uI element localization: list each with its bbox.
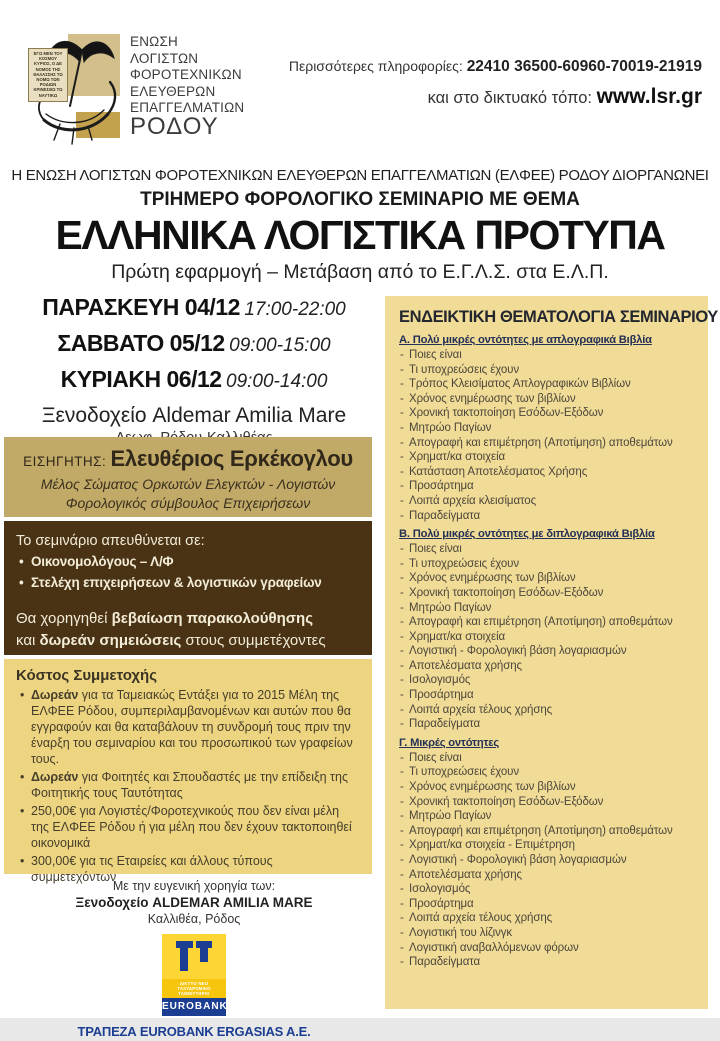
topic-item: - Χρόνος ενημέρωσης των βιβλίων <box>399 392 698 407</box>
topic-section <box>399 528 698 732</box>
topic-item: - Ποιες είναι <box>399 348 698 363</box>
organizer-line: Η ΕΝΩΣΗ ΛΟΓΙΣΤΩΝ ΦΟΡΟΤΕΧΝΙΚΩΝ ΕΛΕΥΘΕΡΩΝ ΕΠΑΓΓΕΛΜΑΤΙΩΝ (ΕΛΦΕΕ) ΡΟΔΟΥ ΔΙΟΡΓΑΝΩΝΕΙ <box>11 167 709 184</box>
certificate-note: Θα χορηγηθεί βεβαίωση παρακολούθησης και δωρεάν σημειώσεις στους συμμετέχοντες <box>16 610 326 649</box>
topic-item: - Αποτελέσματα χρήσης <box>399 868 698 883</box>
schedule-row <box>16 363 372 399</box>
topic-item: - Λοιπά αρχεία τέλους χρήσης <box>399 703 698 718</box>
topic-item: - Μητρώο Παγίων <box>399 421 698 436</box>
topic-item: - Ισολογισμός <box>399 673 698 688</box>
speaker-name: Ελευθέριος Ερκέκογλου <box>110 446 353 471</box>
topic-item: - Χρόνος ενημέρωσης των βιβλίων <box>399 780 698 795</box>
cost-item: • Δωρεάν για τα Ταμειακώς Εντάξει για το 2015 Μέλη της ΕΛΦΕΕ Ρόδου, συμπεριλαμβανομένων και αυτών που θα εγγραφούν και θα καταβάλουν τη συνδρομή τους πριν την έναρξη του σεμιναρίου και του προσωπικού των γραφείων τους. <box>16 687 360 767</box>
topics-panel <box>385 296 718 1009</box>
org-name-line: ΦΟΡΟΤΕΧΝΙΚΩΝ <box>130 67 242 82</box>
eurobank-logo <box>77 934 310 1039</box>
audience-intro: Το σεμινάριο απευθύνεται σε: <box>16 533 205 549</box>
topic-item: - Μητρώο Παγίων <box>399 601 698 616</box>
schedule-row <box>16 327 372 363</box>
logo-motto: ΕΓΩ ΜΕΝ ΤΟΥ ΚΟΣΜΟΥ ΚΥΡΙΟΣ, Ο ΔΕ ΝΟΜΟΣ ΤΗΣ ΘΑΛΑΣΣΗΣ ΤΩ ΝΟΜΩ ΤΩΝ ΡΟΔΙΩΝ ΚΡΙΝΕΣΘΩ ΤΩ ΝΑΥΤΙΚΩ <box>28 48 68 102</box>
topic-item: - Παραδείγματα <box>399 509 698 524</box>
topic-item: - Κατάσταση Αποτελέσματος Χρήσης <box>399 465 698 480</box>
seminar-title: ΕΛΛΗΝΙΚΑ ΛΟΓΙΣΤΙΚΑ ΠΡΟΤΥΠΑ <box>55 212 665 258</box>
cost-item: • Δωρεάν για Φοιτητές και Σπουδαστές με την επίδειξη της Φοιτητικής τους Ταυτότητας <box>16 769 360 801</box>
org-name-line: ΕΝΩΣΗ <box>130 34 178 49</box>
topic-item: - Χρηματ/κα στοιχεία <box>399 630 698 645</box>
topic-item: - Απογραφή και επιμέτρηση (Αποτίμηση) αποθεμάτων <box>399 615 698 630</box>
cost-item: • 250,00€ για Λογιστές/Φοροτεχνικούς που δεν είναι μέλη της ΕΛΦΕΕ Ρόδου ή για μέλη που δεν έχουν τακτοποιηθεί οικονομικά <box>16 803 360 851</box>
venue-name: Ξενοδοχείο Aldemar Amilia Mare <box>41 404 347 427</box>
org-name-line: ΕΛΕΥΘΕΡΩΝ <box>130 83 216 99</box>
topic-item: - Λογιστική - Φορολογική βάση λογαριασμών <box>399 853 698 868</box>
topic-item: - Προσάρτημα <box>399 897 698 912</box>
bank-caption: ΤΡΑΠΕΖΑ EUROBANK ERGASIAS A.E. <box>77 1024 311 1039</box>
schedule-row <box>16 291 372 327</box>
audience-item: • Οικονομολόγους – Λ/Φ <box>16 551 360 572</box>
seminar-subtitle: Πρώτη εφαρμογή – Μετάβαση από το Ε.Γ.Λ.Σ. στα Ε.Λ.Π. <box>111 261 609 283</box>
speaker-credential: Φορολογικός σύμβουλος Επιχειρήσεων <box>65 494 311 511</box>
topic-item: - Προσάρτημα <box>399 688 698 703</box>
org-name-line: ΕΠΑΓΓΕΛΜΑΤΙΩΝ <box>130 100 245 115</box>
topic-section-header: Β. Πολύ μικρές οντότητες με διπλογραφικά Βιβλία <box>399 528 655 541</box>
topic-item: - Λογιστική του λίζινγκ <box>399 926 698 941</box>
speaker-box <box>4 437 372 517</box>
topic-item: - Χρονική τακτοποίηση Εσόδων-Εξόδων <box>399 795 698 810</box>
topic-item: - Προσάρτημα <box>399 479 698 494</box>
topic-item: - Τρόπος Κλεισίματος Απλογραφικών Βιβλίων <box>399 377 698 392</box>
org-name <box>130 34 245 140</box>
audience-box <box>4 521 372 655</box>
topic-item: - Ποιες είναι <box>399 542 698 557</box>
org-city: ΡΟΔΟΥ <box>130 112 219 140</box>
topic-item: - Μητρώο Παγίων <box>399 809 698 824</box>
web-label: και στο δικτυακό τόπο: <box>427 89 597 107</box>
schedule <box>16 291 372 446</box>
topic-item: - Απογραφή και επιμέτρηση (Αποτίμηση) αποθεμάτων <box>399 824 698 839</box>
cost-item: • 300,00€ για τις Εταιρείες και άλλους τύπους συμμετεχόντων <box>16 853 360 885</box>
topic-item: - Αποτελέσματα χρήσης <box>399 659 698 674</box>
schedule-day: ΣΑΒΒΑΤΟ 05/12 <box>57 330 225 356</box>
phone-numbers: 22410 36500-60960-70019-21919 <box>466 58 702 75</box>
bank-network-text: ΔΙΚΤΥΟ ΝΕΟ ΤΑΧΥΔΡΟΜΙΚΟ ΤΑΜΙΕΥΤΗΡΙΟ <box>162 979 226 998</box>
org-name-line: ΛΟΓΙΣΤΩΝ <box>130 50 199 66</box>
topic-section <box>399 737 698 970</box>
seminar-type-line: ΤΡΙΗΜΕΡΟ ΦΟΡΟΛΟΓΙΚΟ ΣΕΜΙΝΑΡΙΟ ΜΕ ΘΕΜΑ <box>140 189 580 210</box>
topic-item: - Χρονική τακτοποίηση Εσόδων-Εξόδων <box>399 406 698 421</box>
schedule-day: ΚΥΡΙΑΚΗ 06/12 <box>60 366 222 392</box>
topic-item: - Χρηματ/κα στοιχεία - Επιμέτρηση <box>399 838 698 853</box>
sponsors-intro: Με την ευγενική χορηγία των: <box>112 879 276 893</box>
topic-item: - Απογραφή και επιμέτρηση (Αποτίμηση) αποθεμάτων <box>399 436 698 451</box>
cost-box <box>4 659 372 884</box>
tt-glyph-icon <box>162 934 226 979</box>
website-url: www.lsr.gr <box>596 85 702 108</box>
info-line <box>289 58 702 76</box>
topic-item: - Χρηματ/κα στοιχεία <box>399 450 698 465</box>
topic-item: - Λογιστική αναβαλλόμενων φόρων <box>399 941 698 956</box>
topic-item: - Λογιστική - Φορολογική βάση λογαριασμών <box>399 644 698 659</box>
speaker-credential: Μέλος Σώματος Ορκωτών Ελεγκτών - Λογιστών <box>40 476 336 492</box>
info-label: Περισσότερες πληροφορίες: <box>288 58 467 74</box>
contact-info <box>289 58 702 109</box>
topic-section-header: Γ. Μικρές οντότητες <box>399 736 499 749</box>
schedule-day: ΠΑΡΑΣΚΕΥΗ 04/12 <box>42 294 240 320</box>
audience-item: • Στελέχη επιχειρήσεων & λογιστικών γραφείων <box>16 572 360 593</box>
sponsor-hotel-name: Ξενοδοχείο ALDEMAR AMILIA MARE <box>75 895 313 910</box>
topic-item: - Χρονική τακτοποίηση Εσόδων-Εξόδων <box>399 586 698 601</box>
topic-section <box>399 334 698 523</box>
topic-item: - Χρόνος ενημέρωσης των βιβλίων <box>399 571 698 586</box>
sponsor-hotel-location: Καλλιθέα, Ρόδος <box>147 912 241 926</box>
sponsors <box>16 878 372 1041</box>
topic-item: - Λοιπά αρχεία τέλους χρήσης <box>399 911 698 926</box>
org-logo <box>28 26 120 154</box>
topic-item: - Λοιπά αρχεία κλεισίματος <box>399 494 698 509</box>
topic-item: - Ποιες είναι <box>399 751 698 766</box>
topic-section-header: Α. Πολύ μικρές οντότητες με απλογραφικά Βιβλία <box>399 334 652 346</box>
topic-item: - Τι υποχρεώσεις έχουν <box>399 765 698 780</box>
topic-item: - Τι υποχρεώσεις έχουν <box>399 557 698 572</box>
schedule-time: 09:00-14:00 <box>226 371 328 392</box>
speaker-label: ΕΙΣΗΓΗΤΗΣ: <box>23 454 111 469</box>
topic-item: - Ισολογισμός <box>399 882 698 897</box>
schedule-time: 09:00-15:00 <box>229 335 331 356</box>
topic-item: - Παραδείγματα <box>399 955 698 970</box>
topic-item: - Τι υποχρεώσεις έχουν <box>399 363 698 378</box>
bank-brand: EUROBANK <box>162 998 226 1016</box>
cost-title: Κόστος Συμμετοχής <box>16 667 158 684</box>
web-line <box>289 85 702 109</box>
intro <box>0 167 720 284</box>
topic-item: - Παραδείγματα <box>399 717 698 732</box>
topics-title: ΕΝΔΕΙΚΤΙΚΗ ΘΕΜΑΤΟΛΟΓΙΑ ΣΕΜΙΝΑΡΙΟΥ <box>399 308 718 326</box>
schedule-time: 17:00-22:00 <box>244 299 346 320</box>
